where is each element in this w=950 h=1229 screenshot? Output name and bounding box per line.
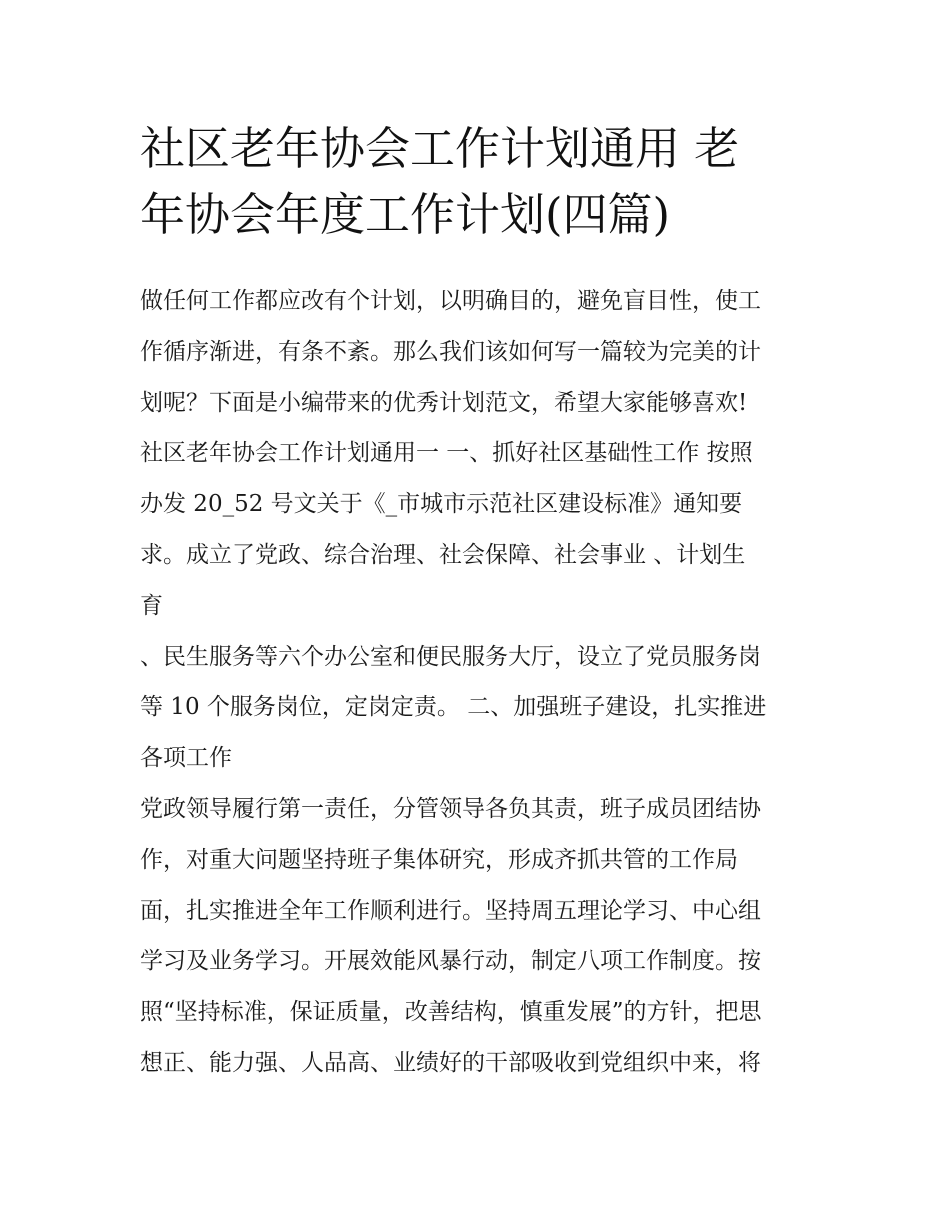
document-title: [140, 116, 820, 248]
body-line: 学习及业务学习。开展效能风暴行动，制定八项工作制度。按: [140, 948, 761, 975]
body-line: 党政领导履行第一责任，分管领导各负其责，班子成员团结协: [140, 795, 761, 822]
body-line: 、民生服务等六个办公室和便民服务大厅，设立了党员服务岗: [140, 643, 761, 670]
body-line: 想正、能力强、人品高、业绩好的干部吸收到党组织中来，将: [140, 1049, 761, 1076]
body-line: 划呢？下面是小编带来的优秀计划范文，希望大家能够喜欢!: [140, 389, 748, 416]
body-line: 各项工作: [140, 745, 232, 772]
body-line: 照“坚持标准，保证质量，改善结构，慎重发展”的方针，把思: [140, 999, 762, 1026]
title-line: 社区老年协会工作计划通用 老: [140, 122, 740, 175]
body-line: 等 10 个服务岗位，定岗定责。 二、加强班子建设，扎实推进: [140, 694, 767, 721]
body-line: 作，对重大问题坚持班子集体研究，形成齐抓共管的工作局: [140, 846, 738, 873]
body-line: 做任何工作都应改有个计划，以明确目的，避免盲目性，使工: [140, 288, 761, 314]
document-body: [140, 276, 820, 1089]
body-line: 育: [140, 592, 163, 619]
title-line: 年协会年度工作计划(四篇): [140, 188, 671, 241]
body-line: 求。成立了党政、综合治理、社会保障、社会事业 、计划生: [140, 541, 746, 568]
body-line: 社区老年协会工作计划通用一 一、抓好社区基础性工作 按照: [140, 440, 753, 467]
body-line: 作循序渐进，有条不紊。那么我们该如何写一篇较为完美的计: [140, 338, 761, 365]
body-line: 办发 20_52 号文关于《_市城市示范社区建设标准》通知要: [140, 491, 743, 518]
body-line: 面，扎实推进全年工作顺利进行。坚持周五理论学习、中心组: [140, 897, 761, 924]
